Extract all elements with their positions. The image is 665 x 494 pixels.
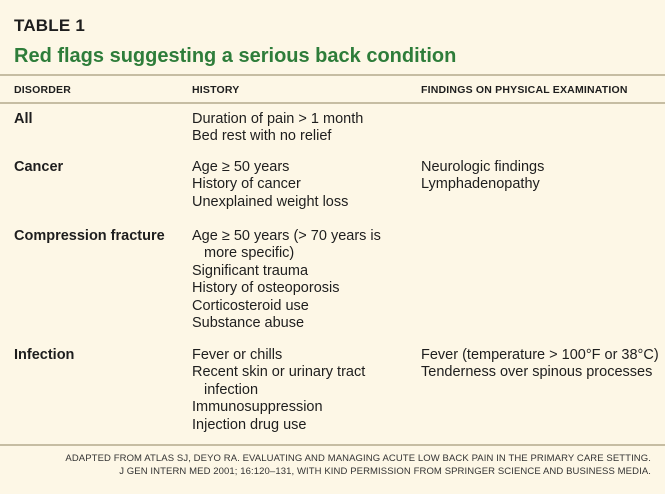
- source-line-1: ADAPTED FROM ATLAS SJ, DEYO RA. EVALUATING AND MANAGING ACUTE LOW BACK PAIN IN THE PRIMARY CARE SETTING.: [65, 453, 651, 464]
- history-item: History of osteoporosis: [192, 280, 340, 297]
- history-cancer: [192, 159, 417, 211]
- finding-item: Lymphadenopathy: [421, 176, 540, 193]
- history-item: Substance abuse: [192, 315, 305, 332]
- disorder-compression-fracture: Compression fracture: [14, 228, 165, 244]
- column-header-findings: FINDINGS ON PHYSICAL EXAMINATION: [421, 84, 628, 96]
- top-rule: [0, 74, 665, 76]
- finding-item: Fever (temperature > 100°F or 38°C): [421, 347, 659, 363]
- history-infection: [192, 347, 417, 434]
- finding-item: Neurologic findings: [421, 159, 545, 175]
- history-compression-fracture: [192, 228, 417, 332]
- bottom-rule: [0, 444, 665, 446]
- history-item: Age ≥ 50 years: [192, 159, 290, 175]
- history-item: Recent skin or urinary tract infection: [192, 364, 366, 398]
- history-item: Significant trauma: [192, 262, 309, 279]
- disorder-infection: Infection: [14, 347, 75, 363]
- column-header-disorder: DISORDER: [14, 84, 72, 96]
- finding-item: Tenderness over spinous processes: [421, 364, 653, 381]
- history-item: Unexplained weight loss: [192, 193, 349, 210]
- history-item: Corticosteroid use: [192, 297, 309, 314]
- history-item: Duration of pain > 1 month: [192, 111, 364, 127]
- history-all: [192, 111, 417, 146]
- column-header-history: HISTORY: [192, 84, 240, 96]
- disorder-all: All: [14, 111, 33, 127]
- history-item: Bed rest with no relief: [192, 128, 332, 145]
- source-line-2: J GEN INTERN MED 2001; 16:120–131, WITH KIND PERMISSION FROM SPRINGER SCIENCE AND BUSINESS MEDIA.: [119, 466, 651, 477]
- table-title: Red flags suggesting a serious back condition: [14, 45, 457, 67]
- table-label: TABLE 1: [14, 16, 85, 35]
- disorder-cancer: Cancer: [14, 159, 64, 175]
- history-item: History of cancer: [192, 176, 301, 193]
- findings-cancer: [421, 159, 661, 194]
- history-item: Age ≥ 50 years (> 70 years is more specific): [192, 228, 381, 262]
- findings-infection: [421, 347, 661, 382]
- history-item: Injection drug use: [192, 416, 307, 433]
- history-item: Immunosuppression: [192, 399, 323, 416]
- header-rule: [0, 102, 665, 104]
- history-item: Fever or chills: [192, 347, 283, 363]
- source-citation: [51, 452, 651, 478]
